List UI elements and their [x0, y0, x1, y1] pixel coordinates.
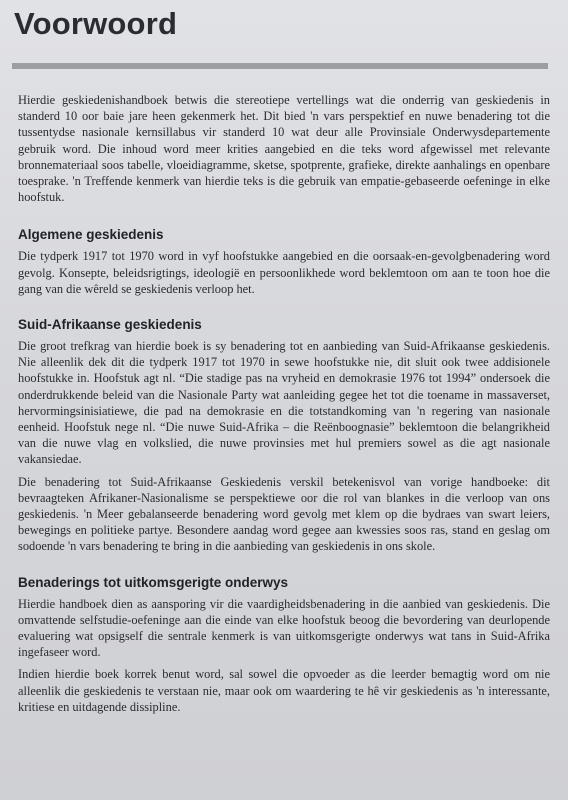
section-algemene-geskiedenis — [18, 227, 550, 297]
section-suid-afrikaanse-geskiedenis — [18, 317, 550, 555]
section-paragraph: Die benadering tot Suid-Afrikaanse Geskiedenis verskil betekenisvol van vorige handboeke: dit bevraagteken Afrikaner-Nasionalisme se perspektiewe oor die rol van blankes in die verloop van ons geskiedenis. 'n Meer gebalanseerde benadering word gevolg met klem op die bydraes van swart leiers, bewegings en politieke partye. Besondere aandag word gegee aan kwessies soos ras, stand en geslag om sodoende 'n vars benadering te bring in die aanbieding van geskiedenis in ons skole. — [18, 474, 550, 554]
section-heading: Benaderings tot uitkomsgerigte onderwys — [18, 574, 289, 590]
section-paragraph: Indien hierdie boek korrek benut word, sal sowel die opvoeder as die leerder bemagtig word om nie alleenlik die geskiedenis te verstaan nie, maar ook om waardering te hê vir geskiedenis as 'n interessante, kritiese en uitdagende dissipline. — [18, 667, 550, 714]
section-heading: Algemene geskiedenis — [18, 227, 164, 243]
page-title: Voorwoord — [14, 6, 178, 41]
intro-paragraph: Hierdie geskiedenishandboek betwis die stereotiepe vertellings wat die onderrig van geskiedenis in standerd 10 oor baie jare heen gekenmerk het. Dit bied 'n vars perspektief en nuwe benadering tot die tussentydse nasionale kernsillabus vir standerd 10 wat deur alle Provinsiale Onderwysdepartemente gebruik word. Die inhoud word meer krities aangebied en die teks word afgewissel met relevante bronnemateriaal soos tabelle, vloeidiagramme, sketse, spotprente, grafieke, direkte aanhalings en openbare toesprake. 'n Treffende kenmerk van hierdie teks is die gebruik van empatie-gebaseerde oefeninge in elke hoofstuk. — [18, 93, 550, 205]
section-paragraph: Die groot trefkrag van hierdie boek is sy benadering tot en aanbieding van Suid-Afrikaanse geskiedenis. Nie alleenlik dek dit die tydperk 1917 tot 1970 in sewe hoofstukke nie, dit sluit ook twee addisionele hoofstukke in. Hoofstuk agt nl. “Die stadige pas na vryheid en demokrasie 1976 tot 1994” ondersoek die onderdrukkende beleid van die Nasionale Party wat aanleiding gegee het tot die toename in massaverset, hervormingsinisiatiewe, die pad na demokrasie en die totstandkoming van 'n regering van nasionale eenheid. Hoofstuk nege nl. “Die nuwe Suid-Afrika – die Reënboognasie” beklemtoon die belangrikheid van die nuwe vlag en volkslied, die nuwe provinsies met hul premiers sowel as die agt nasionale vakansiedae. — [18, 339, 550, 467]
intro-section — [18, 92, 550, 205]
section-paragraph: Hierdie handboek dien as aansporing vir die vaardigheidsbenadering in die aanbied van geskiedenis. Die omvattende selfstudie-oefeninge aan die einde van elke hoofstuk beoog die bevordering van deurlopende evaluering wat opsigself die sentrale kenmerk is van uitkomsgerigte onderwys wat tans in Suid-Afrika ingefaseer word. — [18, 596, 550, 660]
page-content — [18, 92, 550, 735]
section-uitkomsgerigte-onderwys — [18, 575, 550, 715]
title-rule — [12, 63, 548, 69]
section-paragraph: Die tydperk 1917 tot 1970 word in vyf hoofstukke aangebied en die oorsaak-en-gevolgbenadering word gevolg. Konsepte, beleidsrigtings, ideologië en persoonlikhede word beklemtoon om aan te toon hoe die gang van die wêreld se geskiedenis verloop het. — [18, 249, 550, 296]
section-heading: Suid-Afrikaanse geskiedenis — [18, 317, 202, 333]
